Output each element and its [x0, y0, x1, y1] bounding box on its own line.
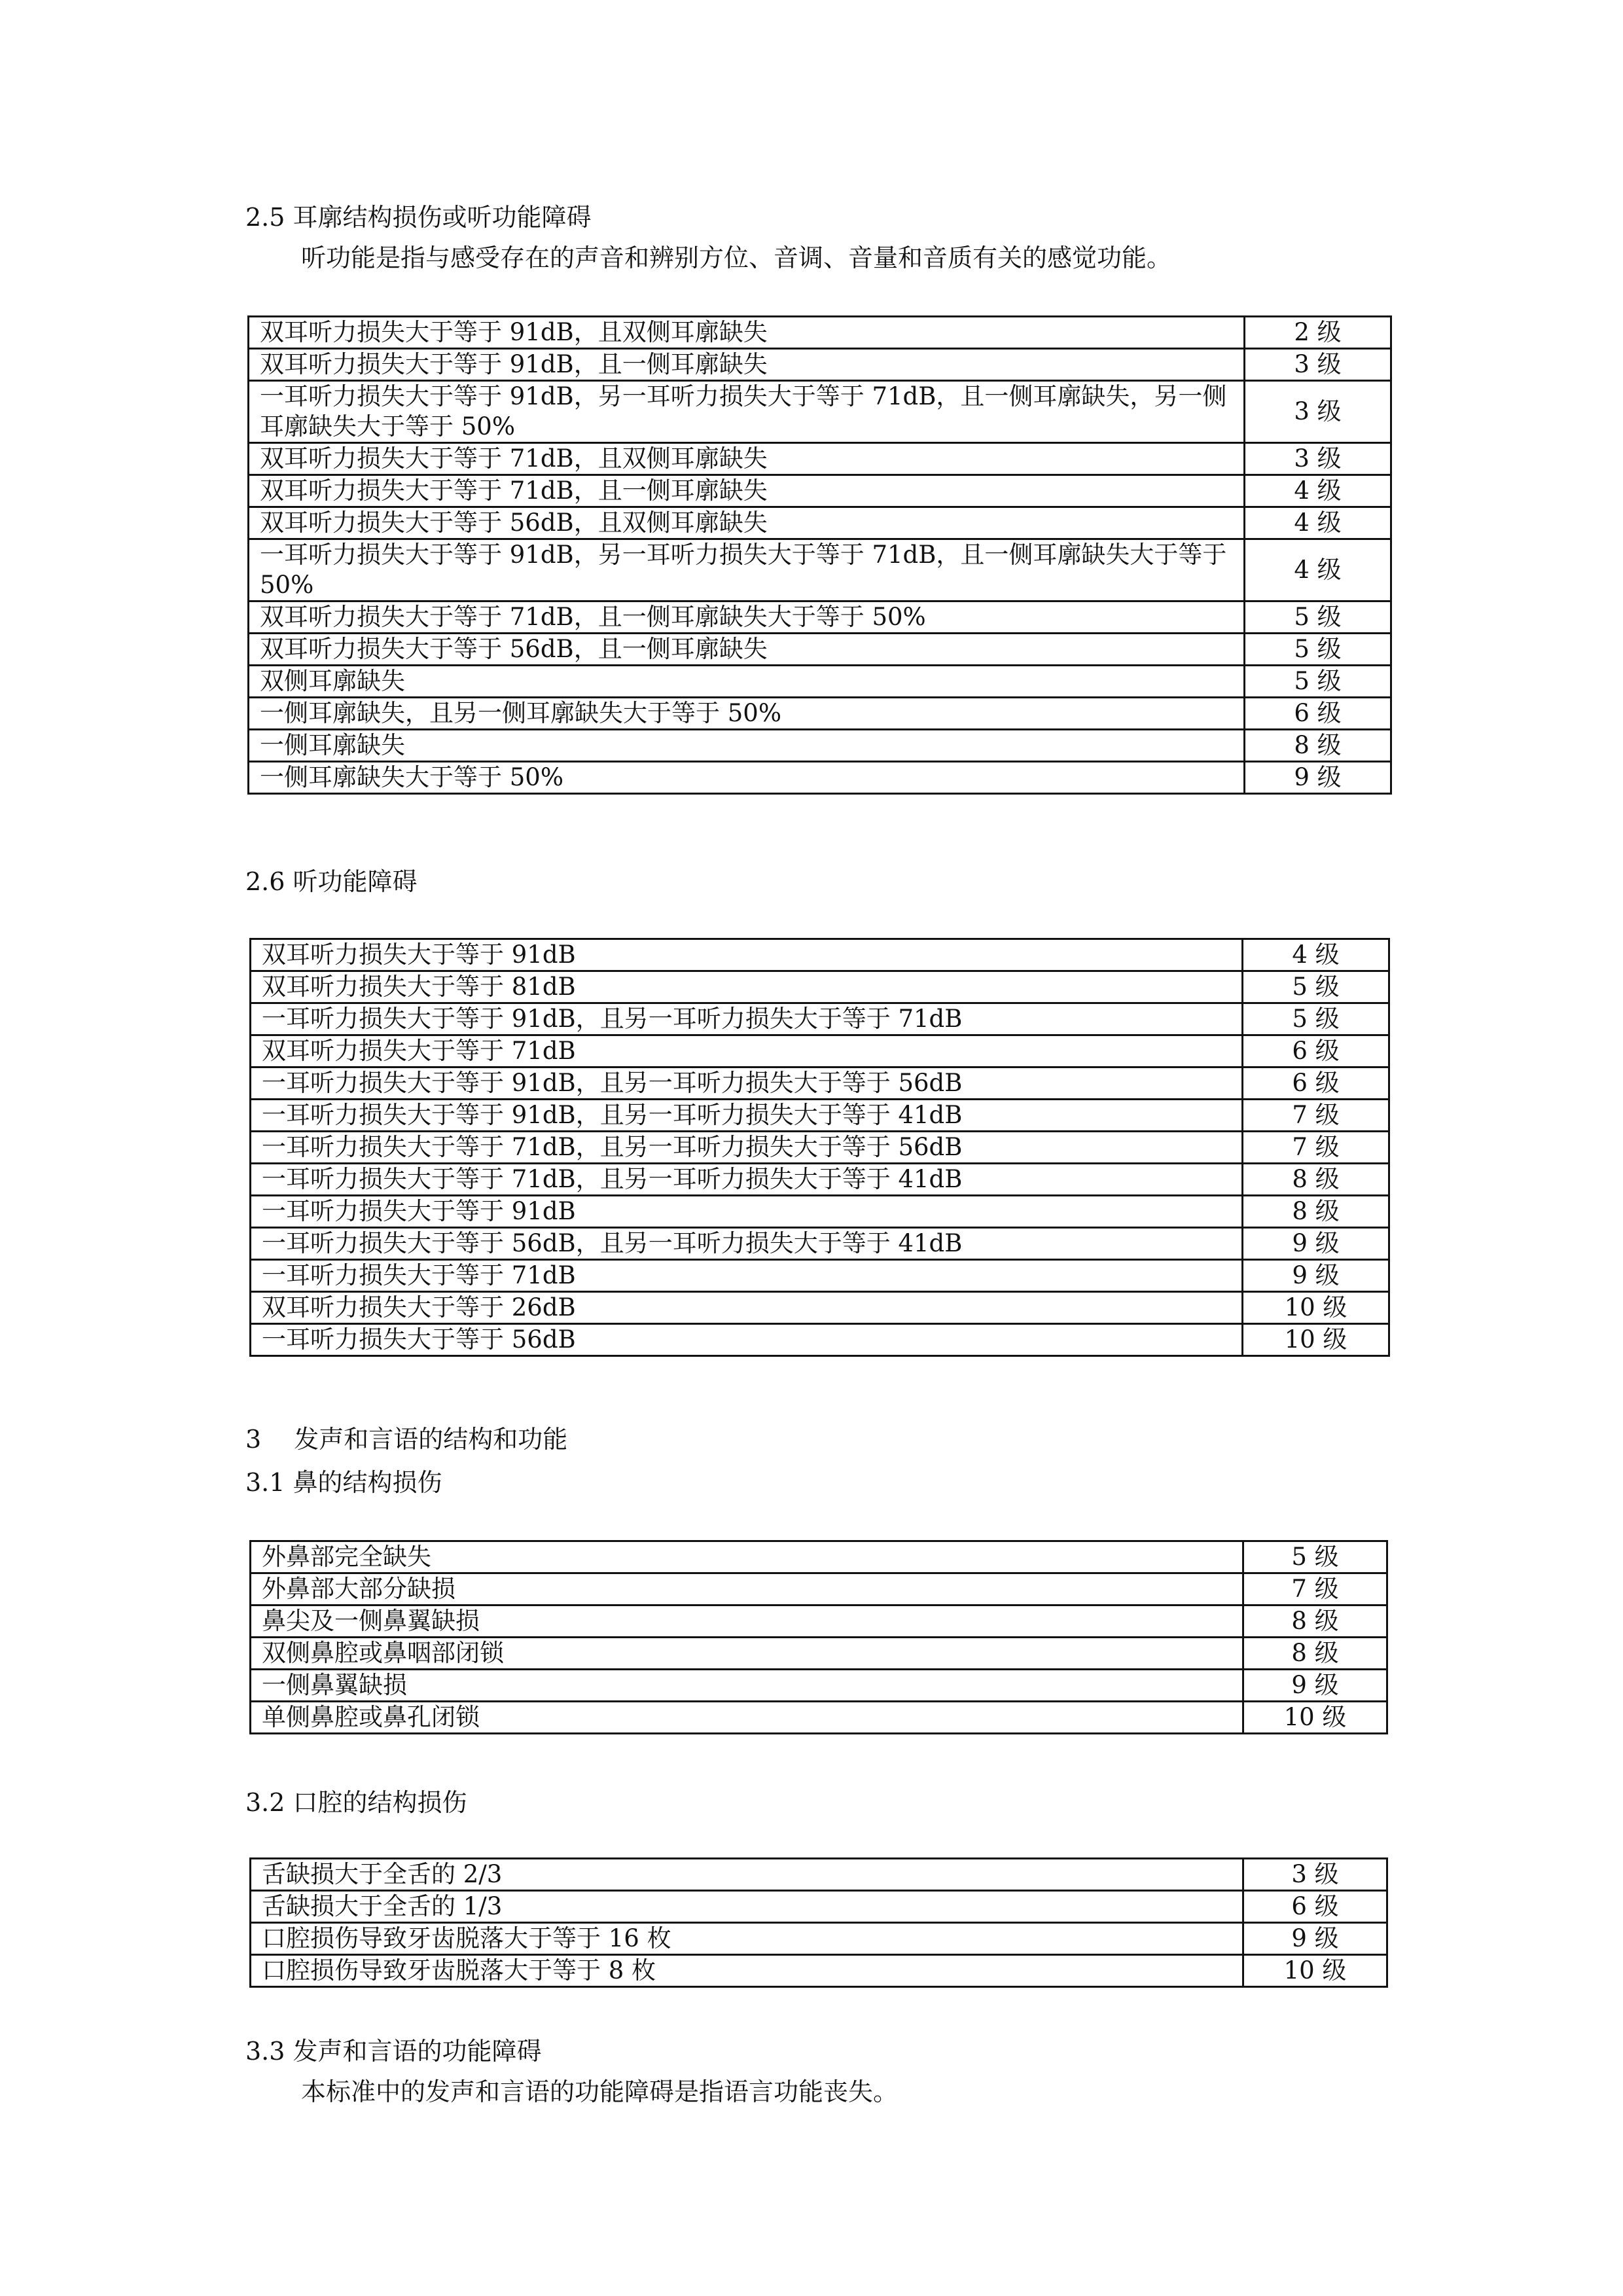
injury-description: 双耳听力损失大于等于 71dB — [251, 1035, 1243, 1067]
section-3-title: 3 发声和言语的结构和功能 — [245, 1425, 568, 1454]
injury-description: 一耳听力损失大于等于 91dB，且另一耳听力损失大于等于 71dB — [251, 1003, 1243, 1035]
table-row — [249, 443, 1391, 475]
disability-grade: 10 级 — [1243, 1292, 1389, 1324]
disability-grade: 5 级 — [1243, 1541, 1387, 1573]
injury-description: 一侧鼻翼缺损 — [251, 1670, 1243, 1702]
injury-description: 双耳听力损失大于等于 56dB，且一侧耳廓缺失 — [249, 634, 1245, 666]
injury-description: 一耳听力损失大于等于 71dB — [251, 1260, 1243, 1292]
disability-grade: 3 级 — [1245, 443, 1391, 475]
injury-description: 口腔损伤导致牙齿脱落大于等于 8 枚 — [251, 1955, 1243, 1987]
section-3-2-title: 3.2 口腔的结构损伤 — [245, 1788, 467, 1817]
table-row — [251, 971, 1389, 1003]
injury-description: 一耳听力损失大于等于 71dB，且另一耳听力损失大于等于 56dB — [251, 1132, 1243, 1164]
disability-grade: 9 级 — [1243, 1923, 1387, 1955]
table-row — [249, 381, 1391, 443]
injury-description: 一耳听力损失大于等于 91dB，且另一耳听力损失大于等于 56dB — [251, 1067, 1243, 1100]
section-3-1-title: 3.1 鼻的结构损伤 — [245, 1468, 442, 1497]
injury-description: 一耳听力损失大于等于 56dB — [251, 1324, 1243, 1356]
disability-grade: 7 级 — [1243, 1132, 1389, 1164]
table-row — [251, 1605, 1387, 1638]
injury-description: 双耳听力损失大于等于 91dB — [251, 939, 1243, 971]
table-row — [249, 730, 1391, 762]
disability-grade: 10 级 — [1243, 1955, 1387, 1987]
injury-description: 双耳听力损失大于等于 91dB，且一侧耳廓缺失 — [249, 349, 1245, 381]
disability-grade: 10 级 — [1243, 1702, 1387, 1734]
injury-description: 双侧鼻腔或鼻咽部闭锁 — [251, 1638, 1243, 1670]
injury-description: 双耳听力损失大于等于 71dB，且一侧耳廓缺失大于等于 50% — [249, 601, 1245, 634]
injury-description: 口腔损伤导致牙齿脱落大于等于 16 枚 — [251, 1923, 1243, 1955]
injury-description: 双耳听力损失大于等于 26dB — [251, 1292, 1243, 1324]
table-row — [251, 1228, 1389, 1260]
table-row — [251, 1541, 1387, 1573]
injury-description: 一侧耳廓缺失 — [249, 730, 1245, 762]
table-row — [249, 762, 1391, 794]
section-2-6-title: 2.6 听功能障碍 — [245, 867, 418, 896]
table-row — [251, 1670, 1387, 1702]
table-row — [251, 1164, 1389, 1196]
table-row — [249, 317, 1391, 349]
disability-grade: 5 级 — [1245, 601, 1391, 634]
table-row — [249, 475, 1391, 507]
injury-description: 一耳听力损失大于等于 91dB — [251, 1196, 1243, 1228]
disability-grade: 3 级 — [1245, 349, 1391, 381]
disability-grade: 9 级 — [1243, 1670, 1387, 1702]
injury-description: 双耳听力损失大于等于 91dB，且双侧耳廓缺失 — [249, 317, 1245, 349]
table-row — [251, 1196, 1389, 1228]
table-row — [251, 1100, 1389, 1132]
disability-grade: 6 级 — [1243, 1891, 1387, 1923]
disability-grade: 7 级 — [1243, 1573, 1387, 1605]
table-row — [251, 1067, 1389, 1100]
injury-description: 双耳听力损失大于等于 71dB，且双侧耳廓缺失 — [249, 443, 1245, 475]
disability-grade: 4 级 — [1245, 475, 1391, 507]
section-2-5-title: 2.5 耳廓结构损伤或听功能障碍 — [245, 203, 592, 232]
table-row — [251, 1859, 1387, 1891]
section-2-5-intro: 听功能是指与感受存在的声音和辨别方位、音调、音量和音质有关的感觉功能。 — [301, 243, 1172, 272]
disability-grade: 4 级 — [1245, 539, 1391, 601]
injury-description: 双耳听力损失大于等于 81dB — [251, 971, 1243, 1003]
disability-grade: 3 级 — [1245, 381, 1391, 443]
disability-grade: 7 级 — [1243, 1100, 1389, 1132]
injury-description: 双耳听力损失大于等于 56dB，且双侧耳廓缺失 — [249, 507, 1245, 539]
hearing-function-table — [249, 938, 1390, 1357]
injury-description: 鼻尖及一侧鼻翼缺损 — [251, 1605, 1243, 1638]
disability-grade: 5 级 — [1243, 1003, 1389, 1035]
injury-description: 一侧耳廓缺失大于等于 50% — [249, 762, 1245, 794]
disability-grade: 4 级 — [1245, 507, 1391, 539]
injury-description: 双耳听力损失大于等于 71dB，且一侧耳廓缺失 — [249, 475, 1245, 507]
disability-grade: 6 级 — [1243, 1067, 1389, 1100]
injury-description: 外鼻部大部分缺损 — [251, 1573, 1243, 1605]
disability-grade: 4 级 — [1243, 939, 1389, 971]
disability-grade: 8 级 — [1243, 1164, 1389, 1196]
table-row — [251, 1260, 1389, 1292]
table-row — [251, 1891, 1387, 1923]
ear-structure-table — [247, 315, 1392, 795]
injury-description: 一耳听力损失大于等于 56dB，且另一耳听力损失大于等于 41dB — [251, 1228, 1243, 1260]
table-row — [249, 601, 1391, 634]
disability-grade: 9 级 — [1243, 1260, 1389, 1292]
table-row — [249, 539, 1391, 601]
section-3-3-intro: 本标准中的发声和言语的功能障碍是指语言功能丧失。 — [301, 2077, 899, 2106]
table-row — [249, 507, 1391, 539]
disability-grade: 2 级 — [1245, 317, 1391, 349]
disability-grade: 10 级 — [1243, 1324, 1389, 1356]
injury-description: 单侧鼻腔或鼻孔闭锁 — [251, 1702, 1243, 1734]
disability-grade: 8 级 — [1243, 1638, 1387, 1670]
table-row — [251, 939, 1389, 971]
table-row — [251, 1573, 1387, 1605]
table-row — [251, 1638, 1387, 1670]
table-row — [251, 1702, 1387, 1734]
injury-description: 一耳听力损失大于等于 71dB，且另一耳听力损失大于等于 41dB — [251, 1164, 1243, 1196]
injury-description: 一耳听力损失大于等于 91dB，另一耳听力损失大于等于 71dB，且一侧耳廓缺失，另一侧耳廓缺失大于等于 50% — [249, 381, 1245, 443]
disability-grade: 9 级 — [1243, 1228, 1389, 1260]
table-row — [251, 1132, 1389, 1164]
injury-description: 舌缺损大于全舌的 2/3 — [251, 1859, 1243, 1891]
table-row — [251, 1035, 1389, 1067]
oral-structure-table — [249, 1857, 1388, 1988]
table-row — [251, 1955, 1387, 1987]
table-row — [249, 666, 1391, 698]
disability-grade: 6 级 — [1245, 698, 1391, 730]
table-row — [249, 349, 1391, 381]
injury-description: 外鼻部完全缺失 — [251, 1541, 1243, 1573]
table-row — [249, 634, 1391, 666]
disability-grade: 8 级 — [1245, 730, 1391, 762]
table-row — [249, 698, 1391, 730]
disability-grade: 5 级 — [1243, 971, 1389, 1003]
injury-description: 一侧耳廓缺失，且另一侧耳廓缺失大于等于 50% — [249, 698, 1245, 730]
nose-structure-table — [249, 1540, 1388, 1734]
disability-grade: 5 级 — [1245, 634, 1391, 666]
disability-grade: 5 级 — [1245, 666, 1391, 698]
table-row — [251, 1292, 1389, 1324]
injury-description: 舌缺损大于全舌的 1/3 — [251, 1891, 1243, 1923]
disability-grade: 8 级 — [1243, 1605, 1387, 1638]
disability-grade: 8 级 — [1243, 1196, 1389, 1228]
table-row — [251, 1003, 1389, 1035]
injury-description: 双侧耳廓缺失 — [249, 666, 1245, 698]
section-3-3-title: 3.3 发声和言语的功能障碍 — [245, 2037, 542, 2066]
table-row — [251, 1324, 1389, 1356]
disability-grade: 3 级 — [1243, 1859, 1387, 1891]
disability-grade: 6 级 — [1243, 1035, 1389, 1067]
disability-grade: 9 级 — [1245, 762, 1391, 794]
injury-description: 一耳听力损失大于等于 91dB，且另一耳听力损失大于等于 41dB — [251, 1100, 1243, 1132]
injury-description: 一耳听力损失大于等于 91dB，另一耳听力损失大于等于 71dB，且一侧耳廓缺失大于等于 50% — [249, 539, 1245, 601]
table-row — [251, 1923, 1387, 1955]
